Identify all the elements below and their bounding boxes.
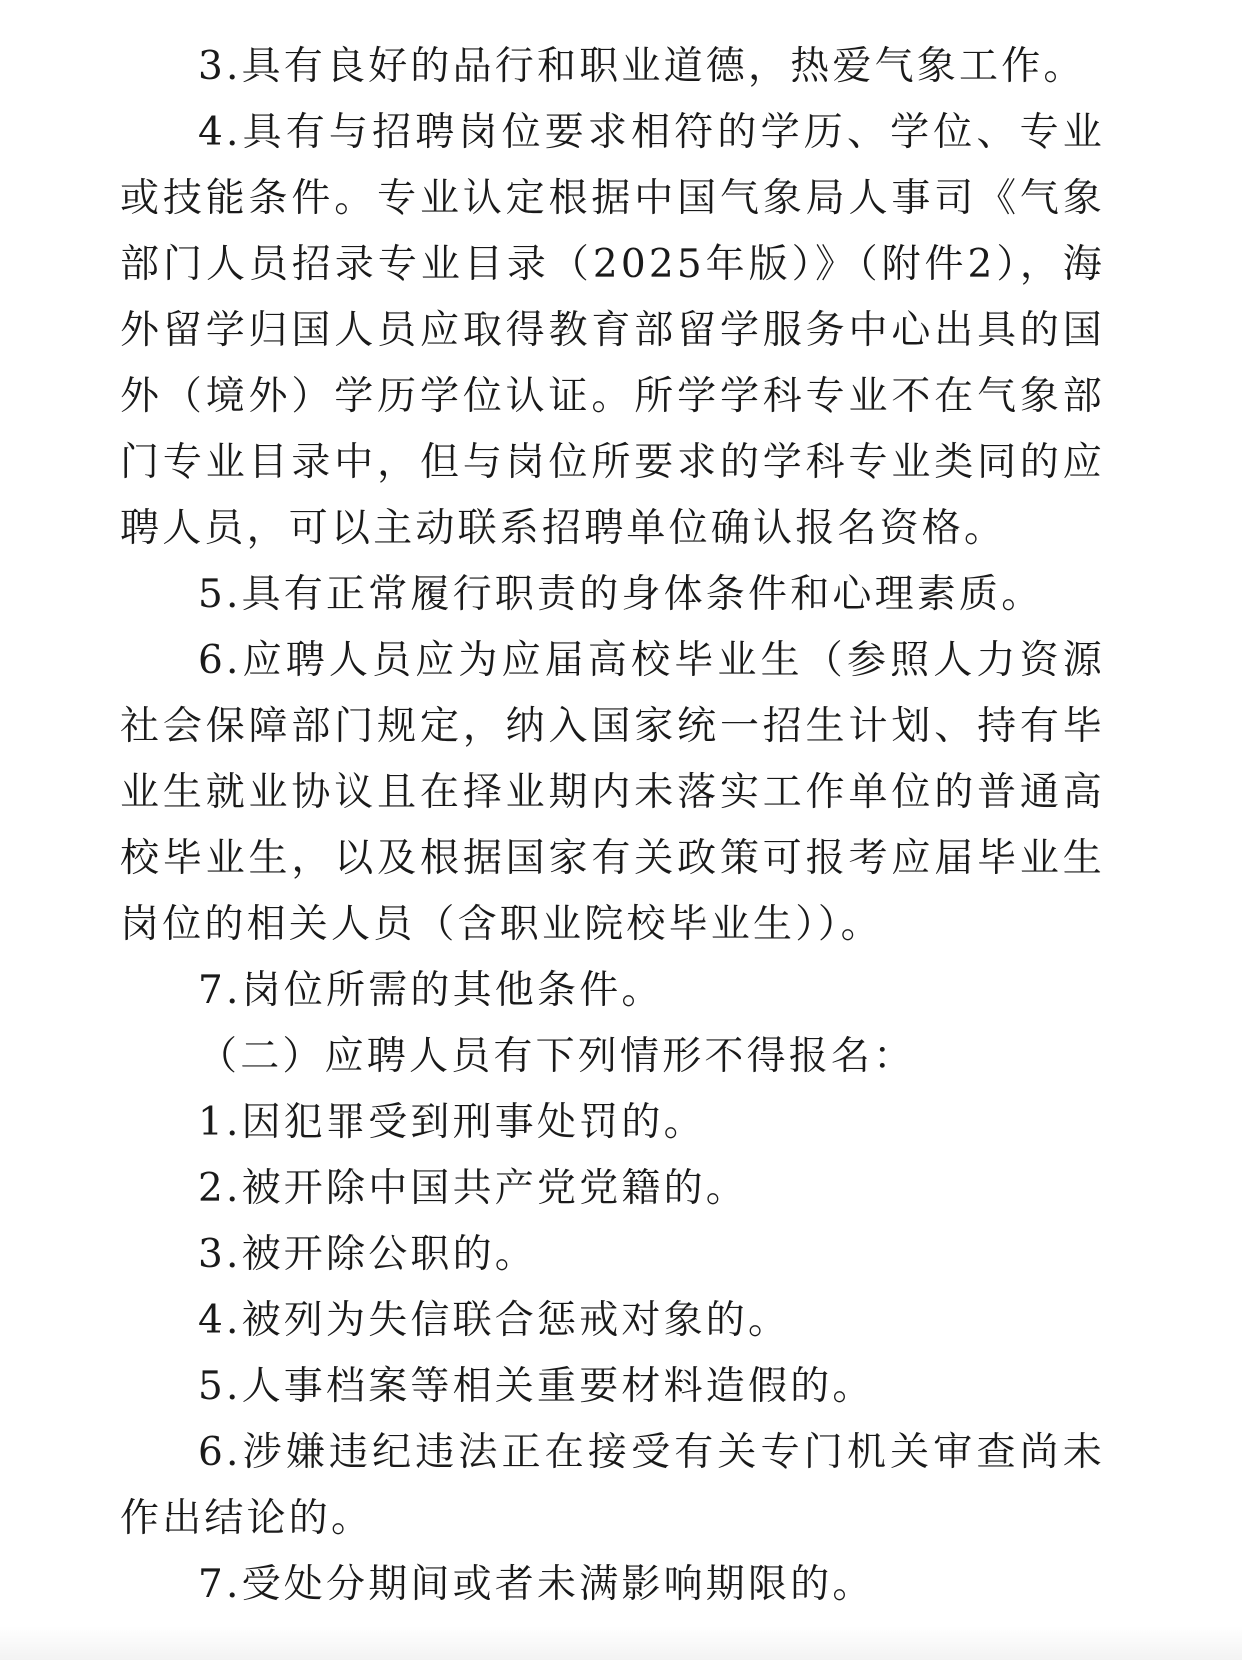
requirement-4-education: 4.具有与招聘岗位要求相符的学历、学位、专业或技能条件。专业认定根据中国气象局人事司《气象部门人员招录专业目录（2025年版）》（附件2），海外留学归国人员应取得教育部留学服务中心出具的国外（境外）学历学位认证。所学学科专业不在气象部门专业目录中，但与岗位所要求的学科专业类同的应聘人员，可以主动联系招聘单位确认报名资格。 [120, 110, 1105, 551]
section-heading-disqualifications: （二）应聘人员有下列情形不得报名： [198, 1034, 916, 1079]
requirement-5-health: 5.具有正常履行职责的身体条件和心理素质。 [198, 572, 1044, 617]
disqualification-2: 2.被开除中国共产党党籍的。 [198, 1166, 749, 1211]
disqualification-6: 6.涉嫌违纪违法正在接受有关专门机关审查尚未作出结论的。 [120, 1430, 1105, 1541]
requirement-7-other: 7.岗位所需的其他条件。 [198, 968, 664, 1013]
disqualification-1: 1.因犯罪受到刑事处罚的。 [198, 1100, 706, 1145]
requirement-3: 3.具有良好的品行和职业道德，热爱气象工作。 [198, 44, 1086, 89]
page-bottom-edge [0, 1626, 1242, 1660]
requirement-6-graduates: 6.应聘人员应为应届高校毕业生（参照人力资源社会保障部门规定，纳入国家统一招生计划、持有毕业生就业协议且在择业期内未落实工作单位的普通高校毕业生，以及根据国家有关政策可报考应届毕业生岗位的相关人员（含职业院校毕业生））。 [120, 638, 1105, 947]
disqualification-4: 4.被列为失信联合惩戒对象的。 [198, 1298, 791, 1343]
disqualification-3: 3.被开除公职的。 [198, 1232, 538, 1277]
disqualification-5: 5.人事档案等相关重要材料造假的。 [198, 1364, 875, 1409]
disqualification-7: 7.受处分期间或者未满影响期限的。 [198, 1562, 875, 1607]
document-body [120, 34, 1105, 1618]
